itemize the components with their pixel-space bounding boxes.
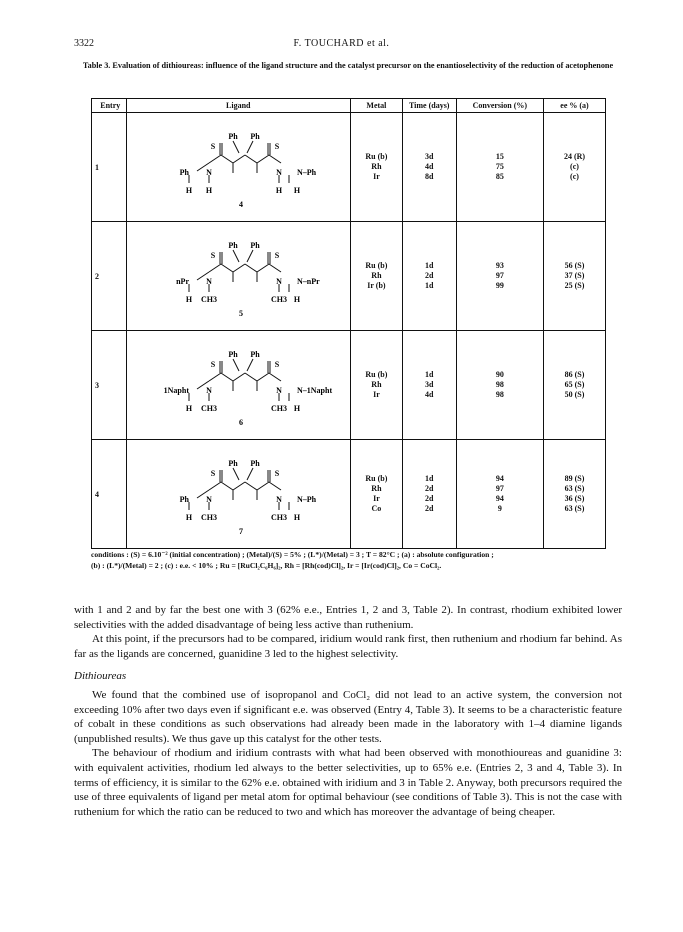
hydrogen-label: H bbox=[186, 186, 193, 195]
time-cell-value: 4d bbox=[425, 162, 434, 171]
nitrogen-label: N bbox=[276, 495, 283, 504]
col-ligand: Ligand bbox=[126, 99, 350, 113]
conversion-cell-value: 97 bbox=[495, 484, 504, 493]
right-substituent: N–Ph bbox=[297, 168, 317, 177]
conversion-cell-value: 99 bbox=[495, 281, 504, 290]
metal-cell-value: Ir (b) bbox=[367, 281, 386, 290]
sulfur-label: S bbox=[211, 142, 216, 151]
right-substituent: N–1Napht bbox=[297, 386, 333, 395]
nitrogen-label: N bbox=[276, 277, 283, 286]
entry-cell: 4 bbox=[92, 440, 127, 549]
metal-cell-value: Ru (b) bbox=[365, 261, 388, 270]
time-cell-value: 1d bbox=[425, 370, 434, 379]
hydrogen-label: H bbox=[186, 404, 193, 413]
table-row bbox=[92, 222, 606, 331]
nitrogen-label: N bbox=[206, 277, 213, 286]
metal-cell-value: Rh bbox=[371, 162, 382, 171]
time-cell bbox=[402, 440, 456, 549]
ee-cell bbox=[544, 440, 606, 549]
nitrogen-label: N bbox=[206, 386, 213, 395]
phenyl-label: Ph bbox=[250, 459, 260, 468]
phenyl-label: Ph bbox=[250, 350, 260, 359]
conversion-cell-value: 98 bbox=[495, 390, 504, 399]
time-cell-value: 1d bbox=[425, 281, 434, 290]
sulfur-label: S bbox=[211, 251, 216, 260]
ee-cell-value: 86 (S) bbox=[564, 370, 585, 379]
conversion-cell-value: 9 bbox=[497, 504, 502, 513]
ee-cell bbox=[544, 222, 606, 331]
right-substituent: N–Ph bbox=[297, 495, 317, 504]
conversion-cell-value: 98 bbox=[495, 380, 504, 389]
conversion-cell-value: 75 bbox=[495, 162, 504, 171]
entry-cell: 3 bbox=[92, 331, 127, 440]
left-substituent: nPr bbox=[176, 277, 190, 286]
conversion-cell-value: 93 bbox=[495, 261, 504, 270]
hydrogen-label: H bbox=[294, 295, 301, 304]
sulfur-label: S bbox=[211, 469, 216, 478]
left-substituent: Ph bbox=[179, 495, 190, 504]
metal-cell-value: Ru (b) bbox=[365, 152, 388, 161]
time-cell-value: 2d bbox=[425, 484, 434, 493]
n-substituent: CH3 bbox=[271, 404, 288, 413]
time-cell bbox=[402, 113, 456, 222]
paragraph: We found that the combined use of isopropanol and CoCl₂ did not lead to an active system, the conversion not exceeding 10% after two days even if significant e.e. was observed (Entry 4, Table 3). It seems to be a characteristic feature of cobalt in these conditions as such observations had already been made in the laboratory with 1–4 diamine ligands (unpublished results). We thus gave up this catalyst for the other tests. bbox=[74, 688, 622, 745]
conversion-cell-value: 15 bbox=[495, 152, 504, 161]
section-heading: Dithioureas bbox=[74, 670, 127, 683]
n-substituent: H bbox=[206, 186, 213, 195]
col-conversion: Conversion (%) bbox=[456, 99, 543, 113]
hydrogen-label: H bbox=[294, 404, 301, 413]
hydrogen-label: H bbox=[294, 513, 301, 522]
table-row bbox=[92, 331, 606, 440]
ligand-number: 7 bbox=[239, 527, 244, 536]
metal-cell bbox=[351, 222, 403, 331]
conversion-cell-value: 97 bbox=[495, 271, 504, 280]
table-row bbox=[92, 440, 606, 549]
ligand-structure bbox=[126, 440, 350, 549]
time-cell-value: 8d bbox=[425, 172, 434, 181]
col-ee: ee % (a) bbox=[544, 99, 606, 113]
nitrogen-label: N bbox=[276, 168, 283, 177]
hydrogen-label: H bbox=[186, 513, 193, 522]
metal-cell-value: Rh bbox=[371, 271, 382, 280]
col-metal: Metal bbox=[351, 99, 403, 113]
phenyl-label: Ph bbox=[250, 132, 260, 141]
ee-cell bbox=[544, 331, 606, 440]
running-title: F. TOUCHARD et al. bbox=[293, 38, 390, 49]
metal-cell-value: Co bbox=[371, 504, 382, 513]
conversion-cell-value: 85 bbox=[495, 172, 504, 181]
ee-cell-value: 25 (S) bbox=[564, 281, 585, 290]
table-caption: Table 3. Evaluation of dithioureas: influence of the ligand structure and the catalyst precursor on the enantioselectivity of the reduction of acetophenone bbox=[82, 61, 614, 70]
ee-cell-value: (c) bbox=[570, 162, 579, 171]
ligand-number: 5 bbox=[239, 309, 244, 318]
conversion-cell-value: 94 bbox=[495, 494, 504, 503]
col-time: Time (days) bbox=[402, 99, 456, 113]
sulfur-label: S bbox=[275, 469, 280, 478]
ee-cell bbox=[544, 113, 606, 222]
phenyl-label: Ph bbox=[228, 459, 238, 468]
nitrogen-label: N bbox=[206, 495, 213, 504]
time-cell-value: 1d bbox=[425, 261, 434, 270]
n-substituent: CH3 bbox=[201, 295, 218, 304]
paragraph: At this point, if the precursors had to be compared, iridium would rank first, then ruthenium and rhodium far behind. As far as the ligands are concerned, guanidine 3 led to the highest selectivity. bbox=[74, 633, 622, 660]
phenyl-label: Ph bbox=[228, 241, 238, 250]
ee-cell-value: 24 (R) bbox=[563, 152, 586, 161]
right-substituent: N–nPr bbox=[297, 277, 320, 286]
time-cell bbox=[402, 331, 456, 440]
time-cell-value: 2d bbox=[425, 504, 434, 513]
conversion-cell bbox=[456, 222, 543, 331]
sulfur-label: S bbox=[275, 360, 280, 369]
time-cell-value: 1d bbox=[425, 474, 434, 483]
ligand-structure bbox=[126, 222, 350, 331]
nitrogen-label: N bbox=[206, 168, 213, 177]
conversion-cell bbox=[456, 440, 543, 549]
ee-cell-value: 36 (S) bbox=[564, 494, 585, 503]
conversion-cell bbox=[456, 331, 543, 440]
col-entry: Entry bbox=[92, 99, 127, 113]
metal-cell-value: Ir bbox=[373, 494, 380, 503]
table-row bbox=[92, 113, 606, 222]
time-cell-value: 4d bbox=[425, 390, 434, 399]
metal-cell bbox=[351, 331, 403, 440]
ligand-number: 6 bbox=[239, 418, 244, 427]
metal-cell-value: Ru (b) bbox=[365, 370, 388, 379]
ee-cell-value: 37 (S) bbox=[564, 271, 585, 280]
n-substituent: CH3 bbox=[271, 295, 288, 304]
ee-cell-value: 63 (S) bbox=[564, 484, 585, 493]
sulfur-label: S bbox=[211, 360, 216, 369]
left-substituent: 1Napht bbox=[163, 386, 190, 395]
sulfur-label: S bbox=[275, 142, 280, 151]
ee-cell-value: 50 (S) bbox=[564, 390, 585, 399]
conversion-cell bbox=[456, 113, 543, 222]
ee-cell-value: 63 (S) bbox=[564, 504, 585, 513]
ee-cell-value: 65 (S) bbox=[564, 380, 585, 389]
hydrogen-label: H bbox=[294, 186, 301, 195]
n-substituent: CH3 bbox=[271, 513, 288, 522]
body-text bbox=[74, 603, 622, 819]
entry-cell: 1 bbox=[92, 113, 127, 222]
metal-cell bbox=[351, 440, 403, 549]
table-conditions bbox=[91, 549, 631, 571]
ee-cell-value: (c) bbox=[570, 172, 579, 181]
metal-cell-value: Ir bbox=[373, 172, 380, 181]
conversion-cell-value: 94 bbox=[495, 474, 504, 483]
n-substituent: H bbox=[276, 186, 283, 195]
time-cell-value: 3d bbox=[425, 380, 434, 389]
time-cell-value: 2d bbox=[425, 494, 434, 503]
metal-cell-value: Rh bbox=[371, 484, 382, 493]
phenyl-label: Ph bbox=[250, 241, 260, 250]
phenyl-label: Ph bbox=[228, 350, 238, 359]
metal-cell-value: Ru (b) bbox=[365, 474, 388, 483]
paragraph: with 1 and 2 and by far the best one with 3 (62% e.e., Entries 1, 2 and 3, Table 2). In contrast, rhodium exhibited lower selectivities with the added disadvantage of being less active than ruthenium. bbox=[74, 604, 622, 631]
paragraph: The behaviour of rhodium and iridium contrasts with what had been observed with monothioureas and guanidine 3: with equivalent activities, rhodium led always to the better selectivities, up to 65% e.e. (Entries 2, 3 and 4, Table 3). In terms of efficiency, it is similar to the 62% e.e. obtained with iridium and 3 in Table 2. Anyway, both precursors required the use of three equivalents of ligand per metal atom for optimal behaviour (see conditions of Table 3). This is not the case with ruthenium for which the ratio can be reduced to two and which has moreover the advantage of being cheaper. bbox=[74, 747, 622, 818]
phenyl-label: Ph bbox=[228, 132, 238, 141]
n-substituent: CH3 bbox=[201, 513, 218, 522]
left-substituent: Ph bbox=[179, 168, 190, 177]
sulfur-label: S bbox=[275, 251, 280, 260]
nitrogen-label: N bbox=[276, 386, 283, 395]
ee-cell-value: 56 (S) bbox=[564, 261, 585, 270]
conversion-cell-value: 90 bbox=[495, 370, 504, 379]
time-cell-value: 3d bbox=[425, 152, 434, 161]
hydrogen-label: H bbox=[186, 295, 193, 304]
time-cell bbox=[402, 222, 456, 331]
ligand-structure bbox=[126, 113, 350, 222]
time-cell-value: 2d bbox=[425, 271, 434, 280]
table-header-row bbox=[92, 99, 606, 113]
entry-cell: 2 bbox=[92, 222, 127, 331]
ee-cell-value: 89 (S) bbox=[564, 474, 585, 483]
results-table bbox=[91, 98, 606, 549]
conditions-line-2: (b) : (L*)/(Metal) = 2 ; (c) : e.e. < 10% ; Ru = [RuCl₂C₆H₆]₂, Rh = [Rh(cod)Cl]₂, Ir = [Ir(cod)Cl]₂, Co = CoCl₂. bbox=[91, 561, 442, 570]
metal-cell-value: Rh bbox=[371, 380, 382, 389]
ligand-number: 4 bbox=[239, 200, 244, 209]
conditions-line-1: conditions : (S) = 6.10⁻² (initial concentration) ; (Metal)/(S) = 5% ; (L*)/(Metal) = 3 ; T = 82°C ; (a) : absolute configuration ; bbox=[91, 550, 494, 559]
metal-cell-value: Ir bbox=[373, 390, 380, 399]
metal-cell bbox=[351, 113, 403, 222]
page-number: 3322 bbox=[74, 38, 94, 49]
ligand-structure bbox=[126, 331, 350, 440]
n-substituent: CH3 bbox=[201, 404, 218, 413]
